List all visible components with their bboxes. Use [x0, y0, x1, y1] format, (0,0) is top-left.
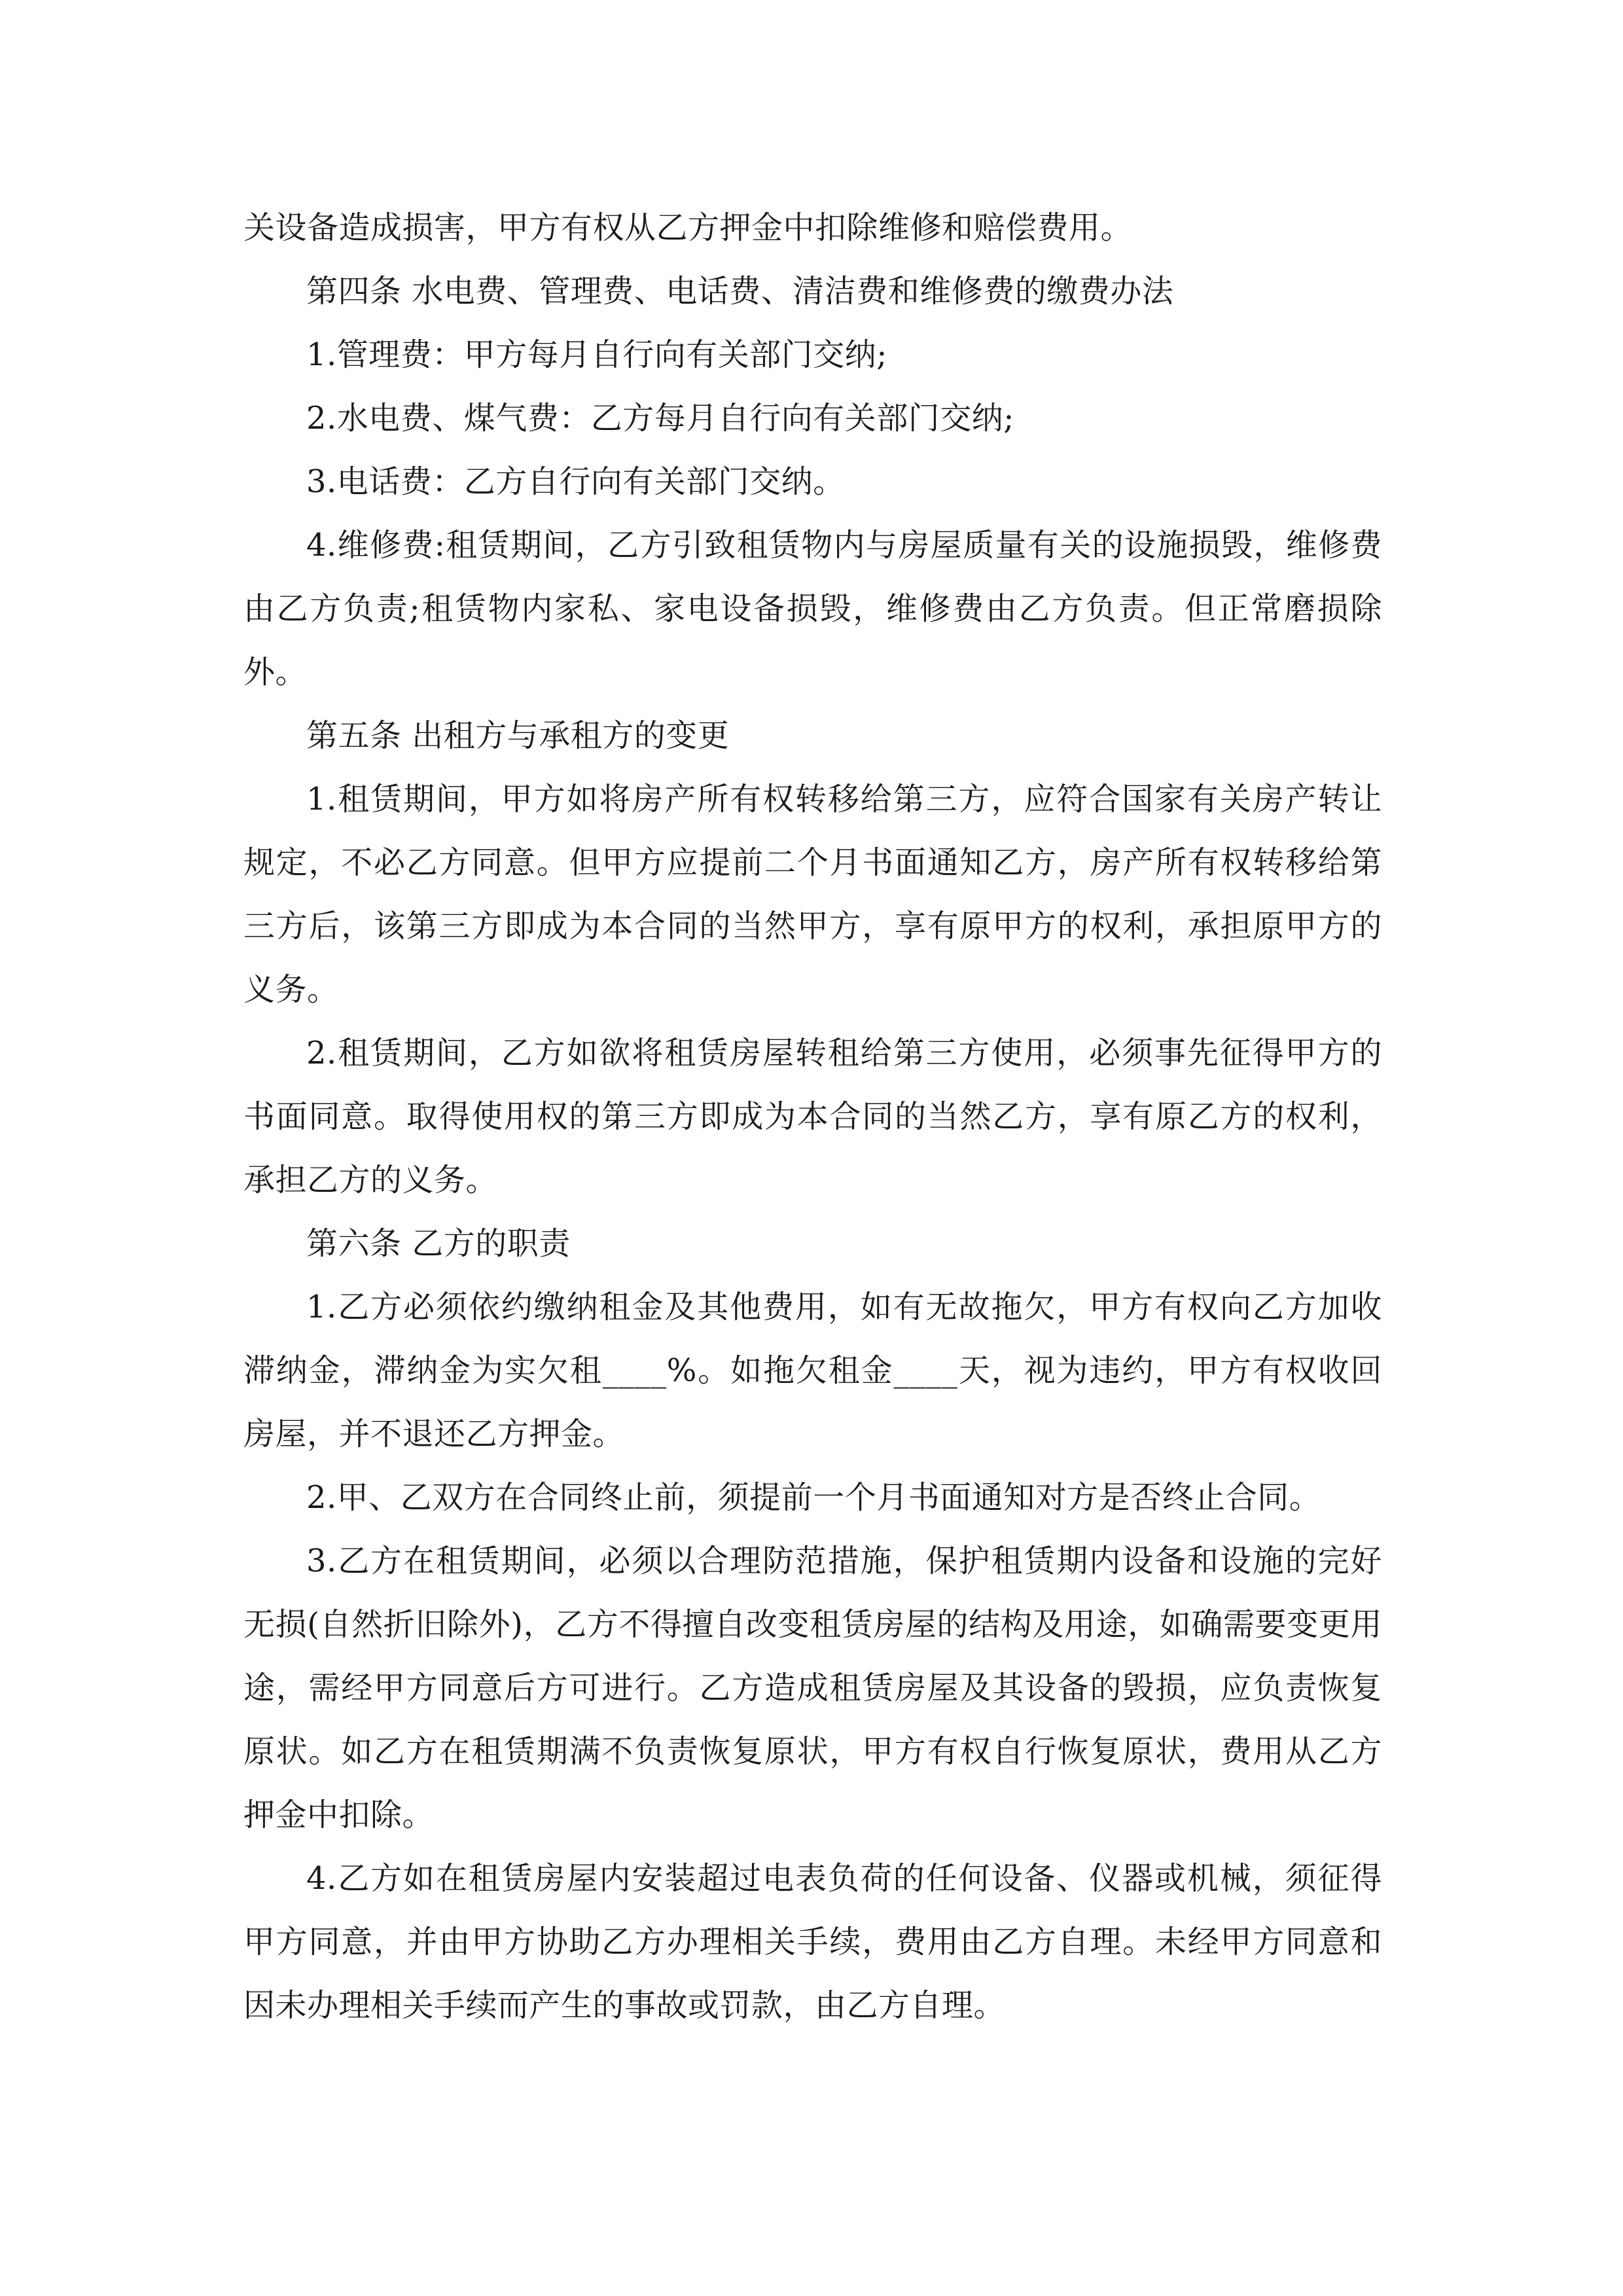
article-4-clause-2: 2.水电费、煤气费：乙方每月自行向有关部门交纳;	[306, 400, 1014, 437]
document-body	[243, 196, 1382, 2037]
article-4-heading: 第四条 水电费、管理费、电话费、清洁费和维修费的缴费办法	[306, 273, 1174, 310]
article-4-clause-4: 4.维修费:租赁期间，乙方引致租赁物内与房屋质量有关的设施损毁，维修费由乙方负责;租赁物内家私、家电设备损毁，维修费由乙方负责。但正常磨损除外。	[243, 527, 1382, 691]
article-5-heading: 第五条 出租方与承租方的变更	[306, 717, 730, 754]
article-6-heading: 第六条 乙方的职责	[306, 1225, 571, 1262]
continuation-paragraph: 关设备造成损害，甲方有权从乙方押金中扣除维修和赔偿费用。	[243, 209, 1133, 246]
article-4-clause-1: 1.管理费：甲方每月自行向有关部门交纳;	[306, 336, 887, 373]
article-6-clause-4: 4.乙方如在租赁房屋内安装超过电表负荷的任何设备、仪器或机械，须征得甲方同意，并由甲方协助乙方办理相关手续，费用由乙方自理。未经甲方同意和因未办理相关手续而产生的事故或罚款，由乙方自理。	[243, 1860, 1382, 2024]
article-5-clause-1: 1.租赁期间，甲方如将房产所有权转移给第三方，应符合国家有关房产转让规定，不必乙方同意。但甲方应提前二个月书面通知乙方，房产所有权转移给第三方后，该第三方即成为本合同的当然甲方，享有原甲方的权利，承担原甲方的义务。	[243, 781, 1382, 1008]
article-6-clause-2: 2.甲、乙双方在合同终止前，须提前一个月书面通知对方是否终止合同。	[306, 1479, 1321, 1516]
article-5-clause-2: 2.租赁期间，乙方如欲将租赁房屋转租给第三方使用，必须事先征得甲方的书面同意。取得使用权的第三方即成为本合同的当然乙方，享有原乙方的权利，承担乙方的义务。	[243, 1035, 1382, 1198]
article-6-clause-3: 3.乙方在租赁期间，必须以合理防范措施，保护租赁期内设备和设施的完好无损(自然折旧除外)，乙方不得擅自改变租赁房屋的结构及用途，如确需要变更用途，需经甲方同意后方可进行。乙方造成租赁房屋及其设备的毁损，应负责恢复原状。如乙方在租赁期满不负责恢复原状，甲方有权自行恢复原状，费用从乙方押金中扣除。	[243, 1543, 1382, 1833]
article-4-clause-3: 3.电话费：乙方自行向有关部门交纳。	[306, 463, 845, 500]
article-6-clause-1: 1.乙方必须依约缴纳租金及其他费用，如有无故拖欠，甲方有权向乙方加收滞纳金，滞纳金为实欠租____%。如拖欠租金____天，视为违约，甲方有权收回房屋，并不退还乙方押金。	[243, 1289, 1382, 1452]
